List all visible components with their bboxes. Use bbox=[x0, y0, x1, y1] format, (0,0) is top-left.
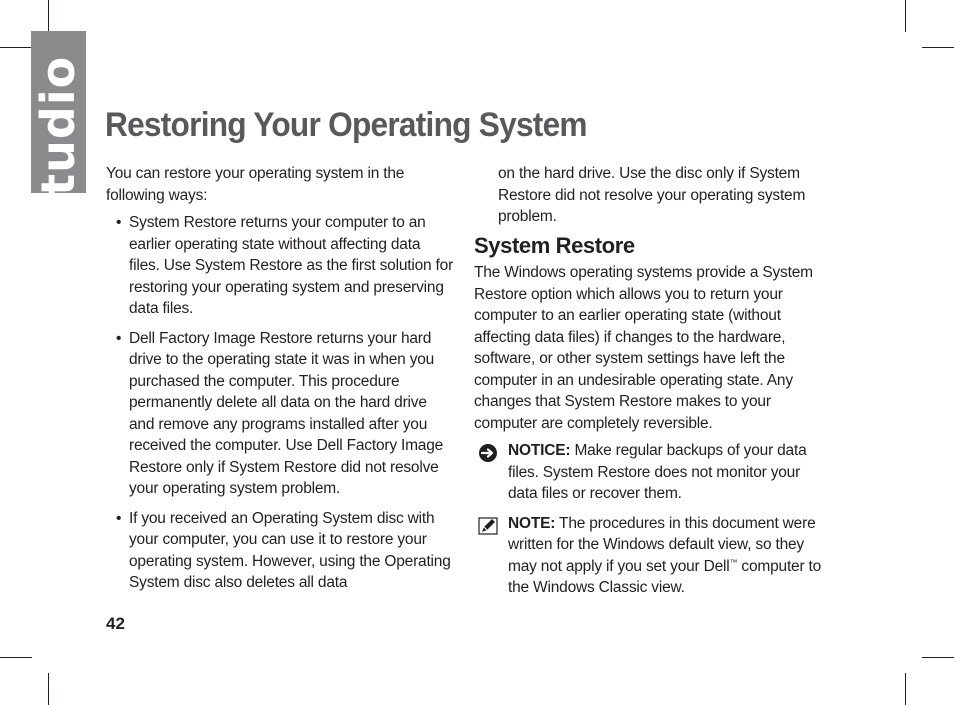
notice-text: Make regular backups of your data files. System Restore does not monitor your data files or recover them. bbox=[508, 442, 807, 502]
right-column bbox=[474, 163, 824, 599]
crop-mark bbox=[922, 47, 954, 48]
crop-mark bbox=[905, 673, 906, 705]
note-text-end: computer to the Windows Classic view. bbox=[508, 557, 822, 596]
crop-mark bbox=[905, 0, 906, 32]
left-column bbox=[106, 163, 454, 602]
page-number: 42 bbox=[106, 614, 125, 633]
note-label: NOTE: bbox=[508, 514, 556, 532]
restore-options-list bbox=[106, 212, 454, 594]
intro-paragraph: You can restore your operating system in the following ways: bbox=[106, 165, 405, 204]
note-callout bbox=[474, 513, 824, 599]
notice-label: NOTICE: bbox=[508, 442, 571, 459]
list-item-continuation: on the hard drive. Use the disc only if System Restore did not resolve your operating system problem. bbox=[498, 165, 806, 225]
crop-mark bbox=[0, 657, 32, 658]
list-item-text: System Restore returns your computer to an earlier operating state without affecting data files. Use System Restore as the first solution for restoring your operating system and preserving data files. bbox=[129, 214, 454, 317]
page-title: Restoring Your Operating System bbox=[105, 106, 587, 144]
crop-mark bbox=[48, 0, 49, 32]
bullet-marker: • bbox=[116, 509, 122, 527]
section-paragraph: The Windows operating systems provide a System Restore option which allows you to return your computer to an earlier operating state (without affecting data files) if changes to the hardware, software, or other system settings have left the computer in an undesirable operating state. Any changes that System Restore makes to your computer are completely reversible. bbox=[474, 264, 813, 432]
section-heading: System Restore bbox=[474, 232, 635, 258]
notice-icon bbox=[478, 443, 498, 463]
brand-logo: studio bbox=[31, 55, 85, 225]
notice-callout bbox=[474, 440, 824, 505]
note-text: The procedures in this document were written for the Windows default view, so they may not apply if you set your Dell bbox=[508, 514, 816, 575]
bullet-marker: • bbox=[116, 329, 122, 347]
list-item-text: If you received an Operating System disc with your computer, you can use it to restore your operating system. However, using the Operating System disc also deletes all data bbox=[129, 509, 451, 591]
bullet-marker: • bbox=[116, 214, 122, 231]
trademark-symbol: ™ bbox=[729, 557, 738, 567]
list-item bbox=[106, 508, 454, 594]
crop-mark bbox=[48, 673, 49, 705]
list-item bbox=[106, 212, 454, 320]
pencil-note-icon bbox=[478, 516, 498, 536]
crop-mark bbox=[922, 657, 954, 658]
list-item-text: Dell Factory Image Restore returns your hard drive to the operating state it was in when you purchased the computer. This procedure permanently delete all data on the hard drive and remove any programs installed after you received the computer. Use Dell Factory Image Restore only if System Restore did not resolve your operating system problem. bbox=[129, 329, 444, 497]
crop-mark bbox=[0, 47, 32, 48]
list-item bbox=[106, 328, 454, 500]
